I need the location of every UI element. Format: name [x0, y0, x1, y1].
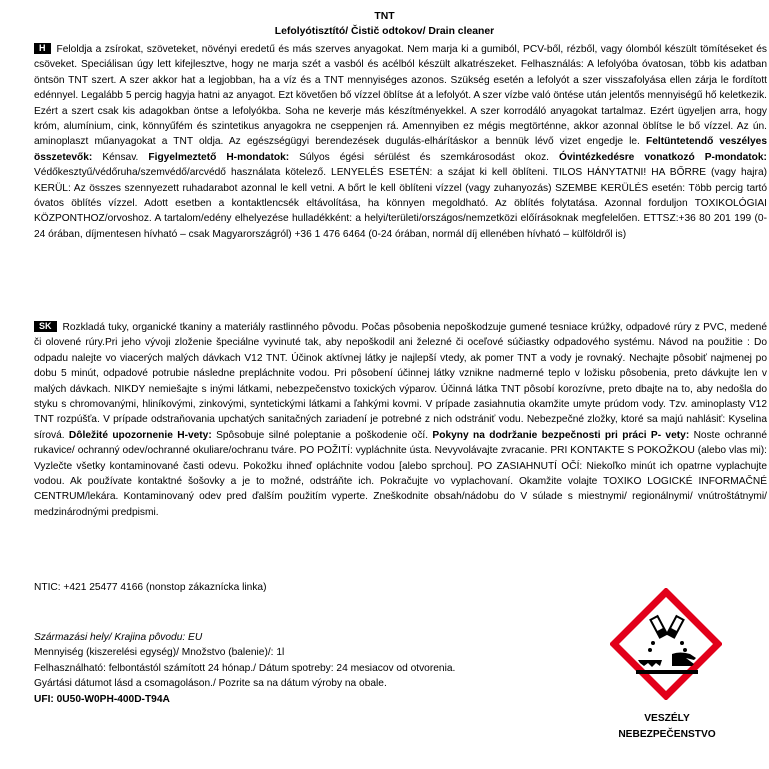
signal-word-hu: VESZÉLY	[644, 713, 690, 724]
product-title: TNT	[374, 11, 395, 22]
origin-line: Származási hely/ Krajina pôvodu: EU	[34, 632, 203, 643]
production-date-line: Gyártási dátumot lásd a csomagoláson./ Pozrite sa na dátum výroby na obale.	[34, 678, 387, 690]
language-badge-hu: H	[34, 43, 51, 54]
hungarian-section	[34, 42, 767, 242]
hu-hazardous-components-label: Feltüntetendő veszélyes összetevők:	[34, 136, 767, 163]
ntic-phone: NTIC: +421 25477 4166 (nonstop zákaznícka linka)	[34, 582, 267, 593]
signal-word-sk: NEBEZPEČENSTVO	[618, 729, 716, 740]
ufi-code: UFI: 0U50-W0PH-400D-T94A	[34, 693, 170, 705]
sk-h-statements-label: Dôležité upozornenie H-vety:	[68, 429, 212, 441]
hu-hazardous-components: Kénsav.	[102, 151, 139, 163]
sk-p-statements-label: Pokyny na dodržanie bezpečnosti pri práci P- vety:	[432, 429, 690, 441]
corrosion-icon	[610, 588, 722, 700]
hu-h-statements-label: Figyelmeztető H-mondatok:	[148, 151, 290, 163]
slovak-section	[34, 320, 767, 520]
product-subtitle: Lefolyótisztító/ Čistič odtokov/ Drain cleaner	[274, 26, 495, 37]
hu-p-statements-label: Óvintézkedésre vonatkozó P-mondatok:	[559, 151, 767, 163]
sk-description: Rozkladá tuky, organické tkaniny a materiály rastlinného pôvodu. Počas pôsobenia nepoškodzuje gumené tesniace krúžky, odpadové rúry z PVC, medené či olovené rúry.Pri jeho vývoji zloženie špeciálne vyvinuté tak, aby nepoškodil ani železné či oceľové súčiastky odpadového systému. Návod na použitie : Do odpadu nalejte vo viacerých malých dávkach V12 TNT. Účinok aktívnej látky je najlepší vtedy, ak pomer TNT a vody je rovnaký. Nechajte pôsobiť najmenej po dobu 5 minút, odpadové potrubie následne prepláchnite vodou. Pri pôsobení účinnej látky vznikne nadmerné teplo v ložisku pôsobenia, preto dávkujte len v malých dávkach. NIKDY nemiešajte s inými látkami, nebezpečenstvo toxických výparov. Účinná látka TNT pôsobí korozívne, preto dbajte na to, aby nedošla do styku s chromovanými, hliníkovými, zinkovými, syntetickými látkami a ľahkými kovmi. V prípade zasiahnutia okamžite umyte prúdom vody. Tzv. aminoplasty V12 TNT rozpúšťa. V prípade odstraňovania upchatých sanitačných zariadení je potrebné z nich odstrániť vodu. Nebezpečné zložky, ktoré sa majú nahlásiť: Kyselina sírová.	[34, 322, 767, 441]
sk-h-statements: Spôsobuje silné poleptanie a poškodenie očí.	[216, 429, 429, 441]
product-info	[34, 630, 594, 707]
expiry-line: Felhasználható: felbontástól számított 24 hónap./ Dátum spotreby: 24 mesiacov od otvorenia.	[34, 662, 456, 674]
sk-p-statements: Noste ochranné rukavice/ ochranný odev/ochranné okuliare/ochranu tváre. PO POŽITÍ: vypláchnite ústa. Nevyvolávajte zvracanie. PRI KONTAKTE S POKOŽKOU (alebo vlas mi): Vyzlečte všetky kontaminované časti odevu. Pokožku ihneď opláchnite vodou [alebo sprchou]. PO ZASIAHNUTÍ OČÍ: Niekoľko minút ich opatrne vyplachujte vodou. Ak používate kontaktné šošovky a je to možné, odstráňte ich. Pokračujte vo vyplachovaní. Okamžite volajte TOXIKO LOGICKÉ INFORMAČNÉ CENTRUM/lekára. Kontaminovaný odev pred ďalším použitím vyperte. Zneškodnite obsah/nádobu do V súlade s miestnymi/ regionálnymi/ vnútroštátnymi/ medzinárodnými predpismi.	[34, 429, 767, 518]
hu-h-statements: Súlyos égési sérülést és szemkárosodást okoz.	[299, 151, 550, 163]
quantity-line: Mennyiség (kiszerelési egység)/ Množstvo (balenie)/: 1l	[34, 647, 285, 659]
language-badge-sk: SK	[34, 321, 57, 332]
hu-description: Feloldja a zsírokat, szöveteket, növényi eredetű és más szerves anyagokat. Nem marja ki a gumiból, PCV-ből, rézből, vagy ólomból készült tömítéseket és csöveket. Speciálisan úgy lett kifejlesztve, hogy ne marja szét a vasból és acélból készült alkatrészeket. Felhasználás: A lefolyóba óvatosan, több kis adatban öntsön TNT szert. A szer akkor hat a legjobban, ha a víz és a TNT mennyiséges azonos. Szükség esetén a lefolyót a szer visszafolyása ellen zárja le fordított edénnyel. Legalább 5 percig hagyja hatni az anyagot. Ezt követően bő vízzel öblítse át a lefolyót. A szer vízbe való öntése után jelentős mennyiségű hő keletkezik. Ezért a szert csak kis adagokban öntse a lefolyókba. Soha ne keverje más készítményekkel. A szer korrodáló anyagokat tartalmaz. Ezért ügyeljen arra, hogy króm, alumínium, cink, könnyűfém és szintetikus anyagokra ne cseppenjen rá. Amennyiben ez mégis megtörténne, akkor azonnal öblítse le bő vízzel. Az ún. aminoplaszt műanyagokat a TNT oldja. Az egészségügyi berendezések dugulás-elhárításkor a bennük lévő vizet engedje le.	[34, 44, 767, 148]
hu-p-statements: Védőkesztyű/védőruha/szemvédő/arcvédő használata kötelező. LENYELÉS ESETÉN: a szájat ki kell öblíteni. TILOS HÁNYTATNI! HA BŐRRE (vagy hajra) KERÜL: Az összes szennyezett ruhadarabot azonnal le kell vetni. A bőrt le kell öblíteni vízzel (vagy zuhanyozás) SZEMBE KERÜLÉS esetén: Több percig tartó óvatos öblítés vízzel. Adott esetben a kontaktlencsék eltávolítása, ha könnyen megoldható. Az öblítés folytatása. Azonnal forduljon TOXIKOLÓGIAI KÖZPONTHOZ/orvoshoz. A tartalom/edény elhelyezése hulladékként: a helyi/területi/országos/nemzetközi előírásoknak megfelelően. ETTSZ:+36 80 201 199 (0-24 órában, díjmentesen hívható – csak Magyarországról) +36 1 476 6464 (0-24 órában, normál díj ellenében hívható – külföldről is)	[34, 167, 767, 240]
